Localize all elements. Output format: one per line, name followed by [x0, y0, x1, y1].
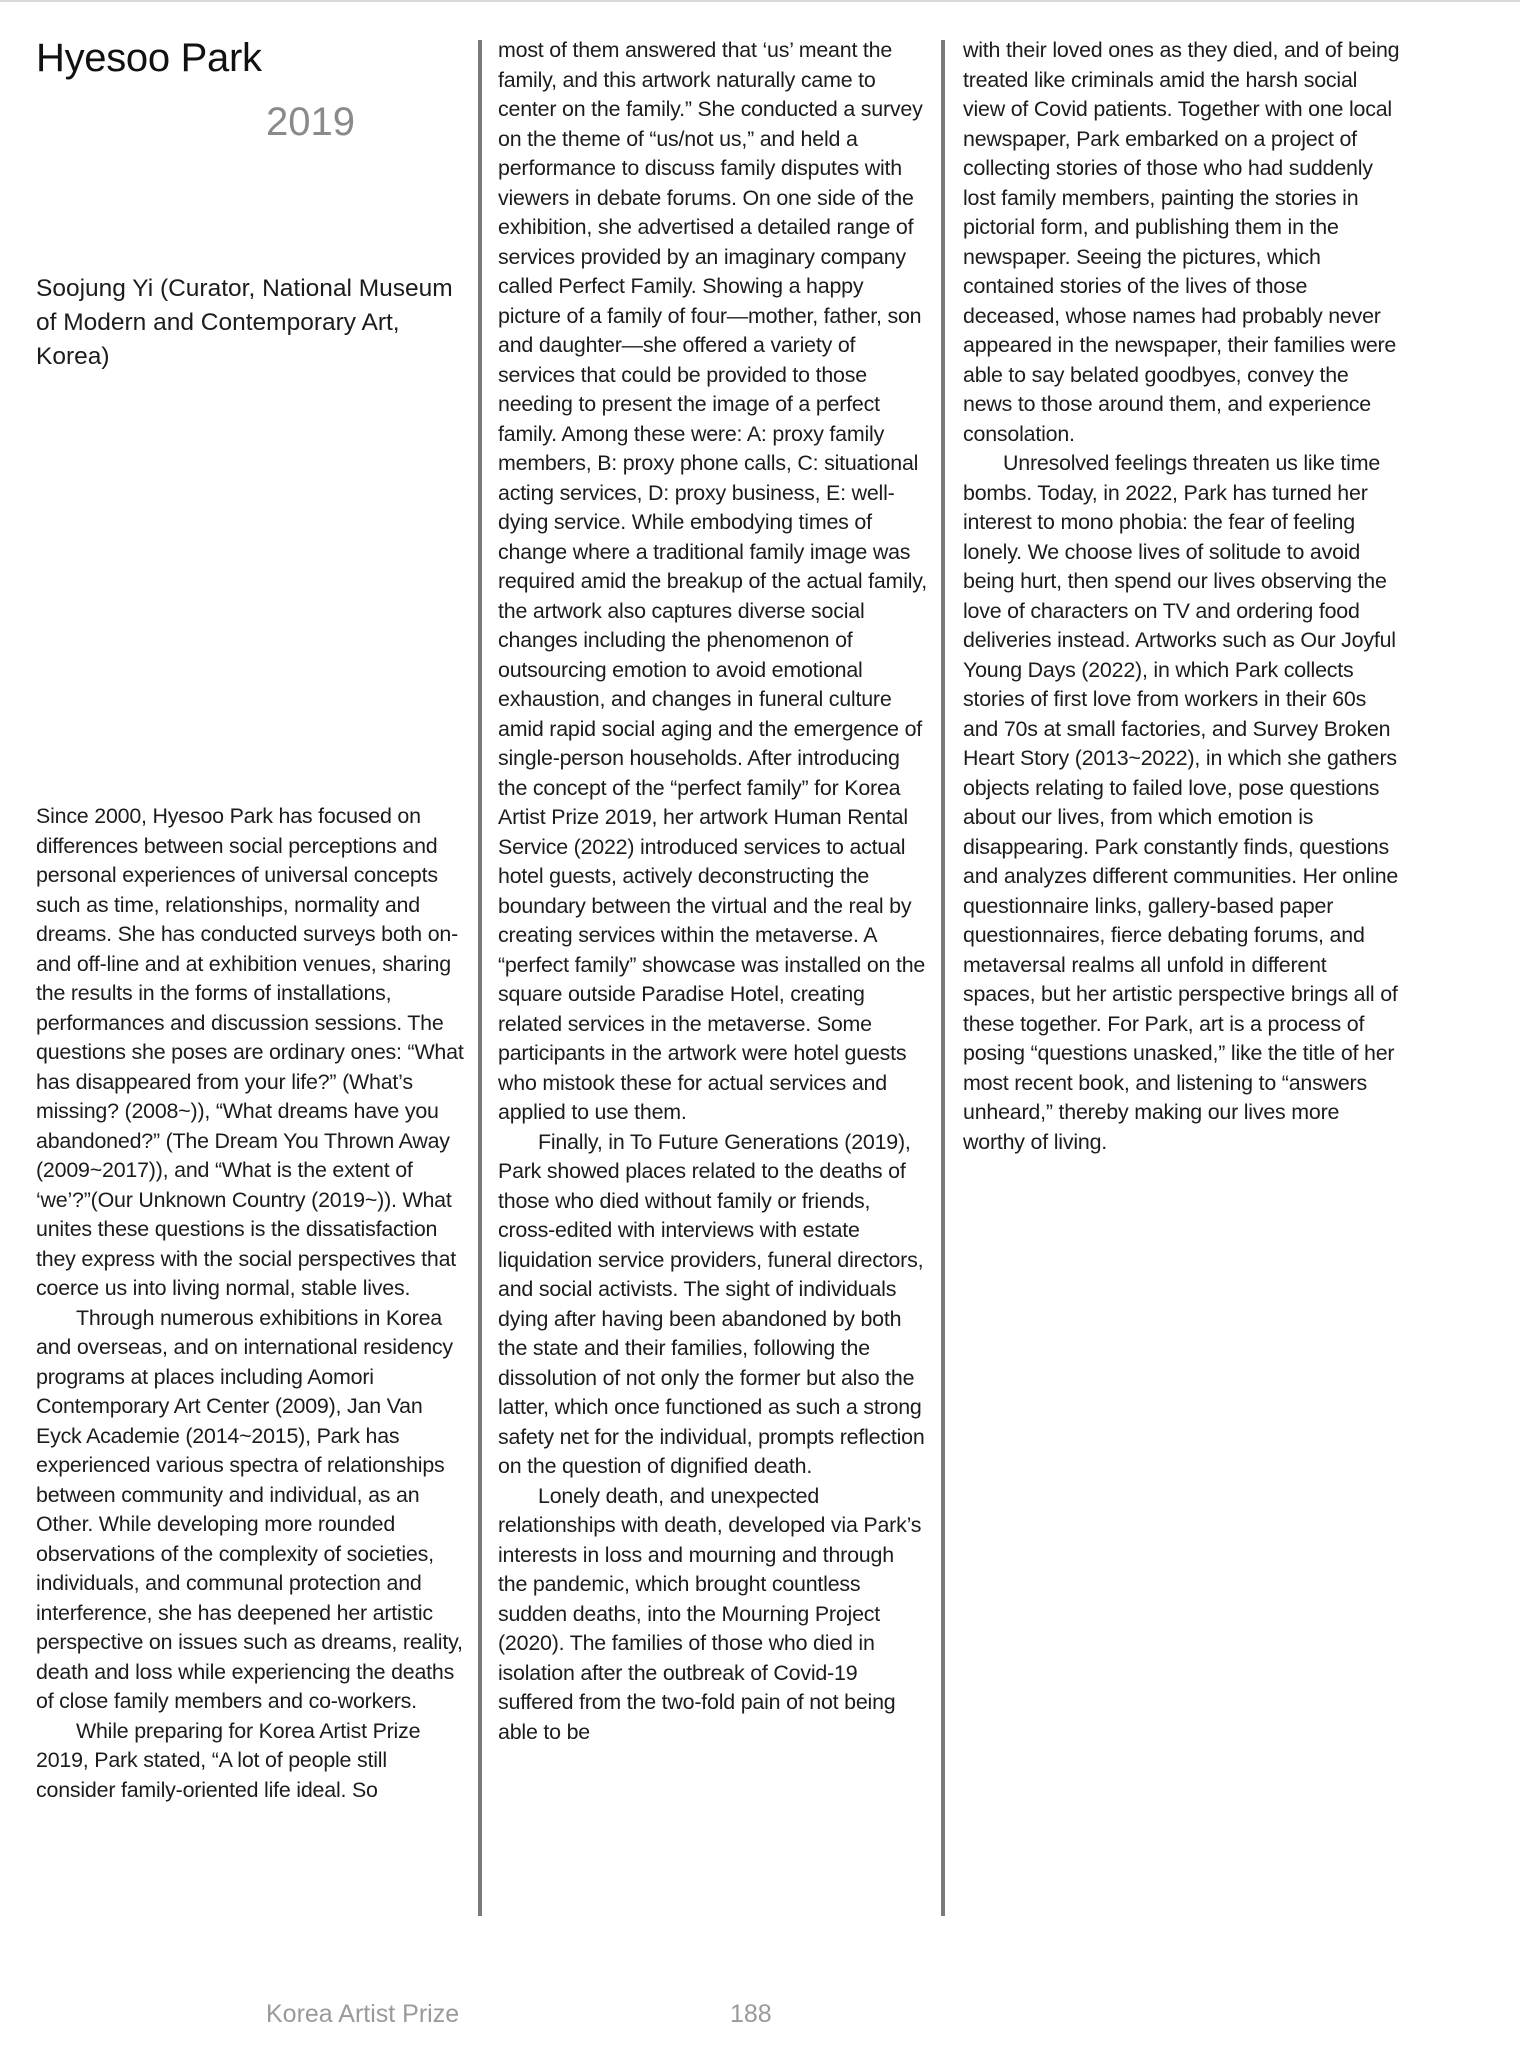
paragraph: most of them answered that ‘us’ meant the family, and this artwork naturally came to center on the family.” She conducted a survey on the theme of “us/not us,” and held a performance to discuss family disputes with viewers in debate forums. On one side of the exhibition, she advertised a detailed range of services provided by an imaginary company called Perfect Family. Showing a happy picture of a family of four—mother, father, son and daughter—she offered a variety of services that could be provided to those needing to present the image of a perfect family. Among these were: A: proxy family members, B: proxy phone calls, C: situational acting services, D: proxy business, E: well-dying service. While embodying times of change where a traditional family image was required amid the breakup of the actual family, the artwork also captures diverse social changes including the phenomenon of outsourcing emotion to avoid emotional exhaustion, and changes in funeral culture amid rapid social aging and the emergence of single-person households. After introducing the concept of the “perfect family” for Korea Artist Prize 2019, her artwork Human Rental Service (2022) introduced services to actual hotel guests, actively deconstructing the boundary between the virtual and the real by creating services within the metaverse. A “perfect family” showcase was installed on the square outside Paradise Hotel, creating related services in the metaverse. Some participants in the artwork were hotel guests who mistook these for actual services and applied to use them. [498, 38, 927, 1124]
column-2 [498, 36, 928, 1747]
publication-title: Korea Artist Prize [266, 2000, 460, 2028]
column-divider [941, 40, 945, 1916]
artist-name: Hyesoo Park [36, 36, 262, 80]
column-divider [478, 40, 482, 1916]
paragraph: Lonely death, and unexpected relationships with death, developed via Park’s interests in loss and mourning and through the pandemic, which brought countless sudden deaths, into the Mourning Project (2020). The families of those who died in isolation after the outbreak of Covid-19 suffered from the two-fold pain of not being able to be [498, 1483, 922, 1744]
paragraph: Finally, in To Future Generations (2019), Park showed places related to the deaths of those who died without family or friends, cross-edited with interviews with estate liquidation service providers, funeral directors, and social activists. The sight of individuals dying after having been abandoned by both the state and their families, following the dissolution of not only the former but also the latter, which once functioned as such a strong safety net for the individual, prompts reflection on the question of dignified death. [498, 1129, 925, 1478]
paragraph: with their loved ones as they died, and of being treated like criminals amid the harsh social view of Covid patients. Together with one local newspaper, Park embarked on a project of collecting stories of those who had suddenly lost family members, painting the stories in pictorial form, and publishing them in the newspaper. Seeing the pictures, which contained stories of the lives of those deceased, whose names had probably never appeared in the newspaper, their families were able to say belated goodbyes, convey the news to those around them, and experience consolation. [963, 38, 1400, 446]
year: 2019 [266, 100, 355, 144]
column-3 [963, 36, 1403, 1157]
paragraph: Unresolved feelings threaten us like time bombs. Today, in 2022, Park has turned her interest to mono phobia: the fear of feeling lonely. We choose lives of solitude to avoid being hurt, then spend our lives observing the love of characters on TV and ordering food deliveries instead. Artworks such as Our Joyful Young Days (2022), in which Park collects stories of first love from workers in their 60s and 70s at small factories, and Survey Broken Heart Story (2013~2022), in which she gathers objects relating to failed love, pose questions about our lives, from which emotion is disappearing. Park constantly finds, questions and analyzes different communities. Her online questionnaire links, gallery-based paper questionnaires, fierce debating forums, and metaversal realms all unfold in different spaces, but her artistic perspective brings all of these together. For Park, art is a process of posing “questions unasked,” like the title of her most recent book, and listening to “answers unheard,” thereby making our lives more worthy of living. [963, 451, 1399, 1154]
author-credit: Soojung Yi (Curator, National Museum of Modern and Contemporary Art, Korea) [36, 275, 453, 370]
top-rule [0, 0, 1520, 2]
paragraph: Since 2000, Hyesoo Park has focused on differences between social perceptions and personal experiences of universal concepts such as time, relationships, normality and dreams. She has conducted surveys both on- and off-line and at exhibition venues, sharing the results in the forms of installations, performances and discussion sessions. The questions she poses are ordinary ones: “What has disappeared from your life?” (What’s missing? (2008~)), “What dreams have you abandoned?” (The Dream You Thrown Away (2009~2017)), and “What is the extent of ‘we’?”(Our Unknown Country (2019~)). What unites these questions is the dissatisfaction they express with the social perspectives that coerce us into living normal, stable lives. [36, 804, 464, 1300]
column-1-text [36, 802, 466, 1805]
paragraph: Through numerous exhibitions in Korea and overseas, and on international residency programs at places including Aomori Contemporary Art Center (2009), Jan Van Eyck Academie (2014~2015), Park has experienced various spectra of relationships between community and individual, as an Other. While developing more rounded observations of the complexity of societies, individuals, and communal protection and interference, she has deepened her artistic perspective on issues such as dreams, reality, death and loss while experiencing the deaths of close family members and co-workers. [36, 1305, 463, 1713]
page-number: 188 [730, 2000, 772, 2028]
paragraph: While preparing for Korea Artist Prize 2019, Park stated, “A lot of people still consider family-oriented life ideal. So [36, 1718, 421, 1802]
